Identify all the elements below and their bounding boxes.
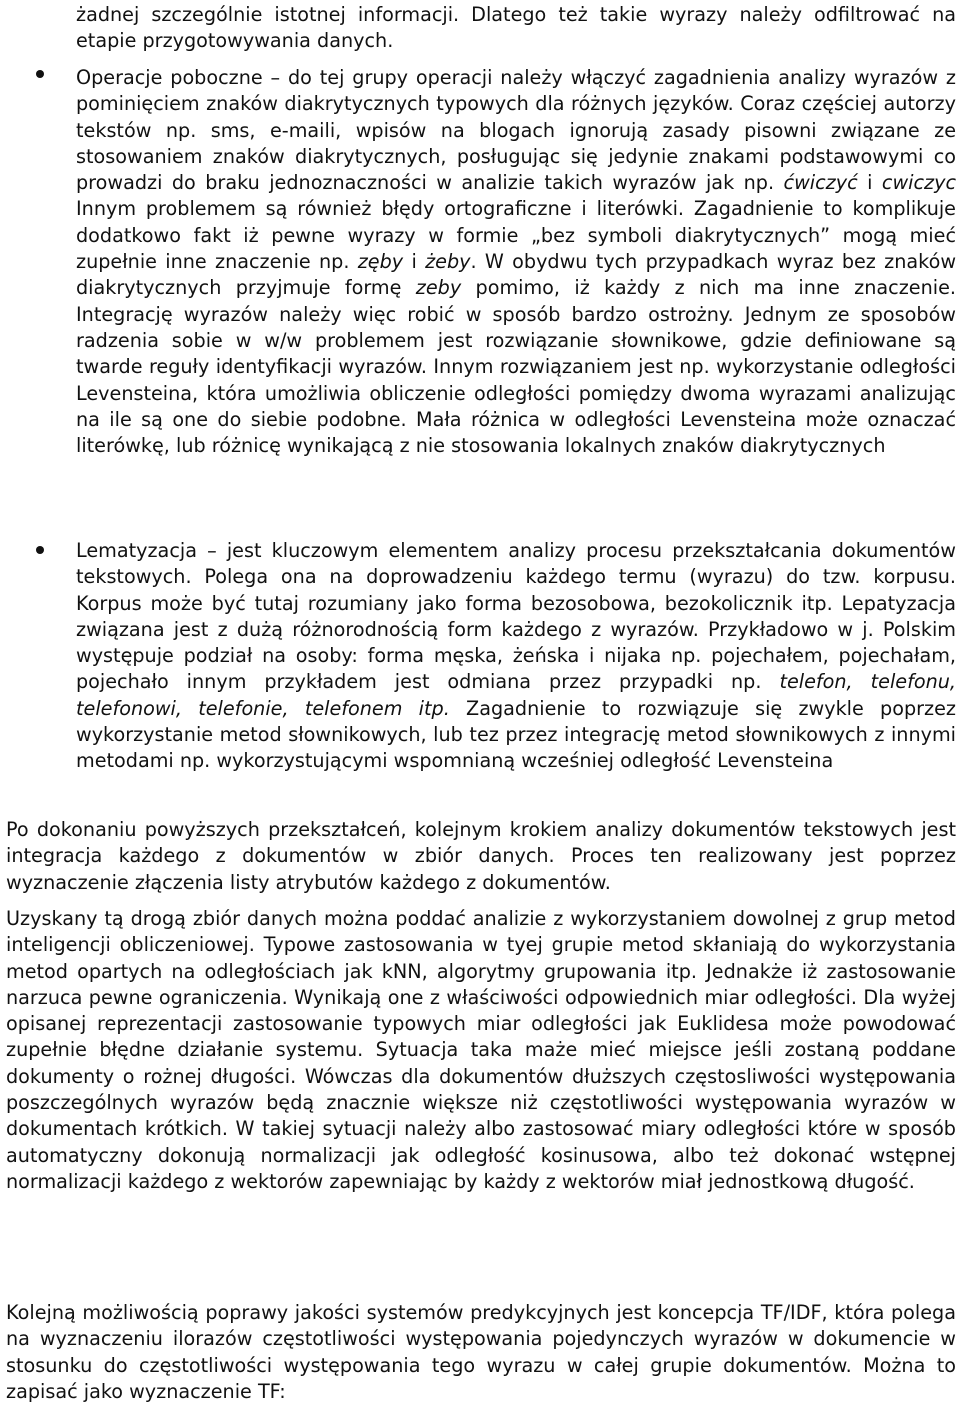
paragraph-integration: Po dokonaniu powyższych przekształceń, kolejnym krokiem analizy dokumentów tekstowych jest integracja każdego z dokumentów w zbiór danych. Proces ten realizowany jest poprzez wyznaczenie złączenia listy atrybutów każdego z dokumentów. [6, 818, 956, 894]
italic-term: cwiczyc [881, 171, 957, 195]
bullet-text: pomimo, iż każdy z nich ma inne znaczenie. Integrację wyrazów należy więc robić w sposób bardzo ostrożny. Jednym ze sposobów radzenia sobie w w/w problemem jest rozwiązanie słownikowe, gdzie definiowane są twarde reguły identyfikacji wyrazów. Innym rozwiązaniem jest np. wykorzystanie odległości Levensteina, która umożliwia obliczenie odległości pomiędzy dwoma wyrazami analizując na ile są one do siebie podobne. Mała różnica w odległości Levensteina może oznaczać literówkę, lub różnicę wynikającą z nie stosowania lokalnych znaków diakrytycznych [76, 276, 956, 458]
continuation-paragraph: żadnej szczególnie istotnej informacji. Dlatego też takie wyrazy należy odfiltrować na etapie przygotowywania danych. [76, 3, 956, 53]
bullet-text: Zagadnienie to rozwiązuje się zwykle poprzez wykorzystanie metod słownikowych, lub tez przez integrację metod słownikowych z innymi metodami np. wykorzystującymi wspomnianą wcześniej odległość Levensteina [76, 696, 956, 773]
italic-term: ćwiczyć [783, 171, 858, 195]
bullet-icon [36, 70, 44, 78]
bullet-item-operacje-poboczne [76, 65, 956, 459]
bullet-text: Lematyzacja – jest kluczowym elementem analizy procesu przekształcania dokumentów tekstowych. Polega ona na doprowadzeniu każdego termu (wyrazu) do tzw. korpusu. Korpus może być tutaj rozumiany jako forma bezosobowa, bezokolicznik itp. Lepatyzacja związana jest z dużą różnorodnością form każdego z wyrazów. Przykładowo w j. Polskim występuje podział na osoby: forma męska, żeńska i nijaka np. pojechałem, pojechałam, pojechało innym przykładem jest odmiana przez przypadki np. [76, 539, 956, 694]
bullet-text: Operacje poboczne – do tej grupy operacji należy włączyć zagadnienia analizy wyrazów z pominięciem znaków diakrytycznych typowych dla różnych języków. Coraz częściej autorzy tekstów np. sms, e-maili, wpisów na blogach ignorują zasady pisowni związane ze stosowaniem znaków diakrytycznych, posługując się jedynie znakami podstawowymi co prowadzi do braku jednoznaczności w analizie takich wyrazów jak np. [76, 66, 956, 195]
bullet-text: i [857, 171, 882, 195]
italic-term: zęby [357, 250, 404, 274]
italic-term: telefon, telefonu, telefonowi, telefonie, telefonem itp. [76, 670, 957, 720]
bullet-text: . W obydwu tych przypadkach wyraz bez znaków diakrytycznych przyjmuje formę [76, 250, 957, 300]
bullet-text: i [403, 250, 426, 274]
bullet-icon [36, 546, 44, 554]
paragraph-distance-measures: Uzyskany tą drogą zbiór danych można poddać analizie z wykorzystaniem dowolnej z grup metod inteligencji obliczeniowej. Typowe zastosowania w tyej grupie metod skłaniają do wykorzystania metod opartych na odległościach jak kNN, algorytmy grupowania itp. Jednakże iż zastosowanie narzuca pewne ograniczenia. Wynikają one z właściwości odpowiednich miar odległości. Dla wyżej opisanej reprezentacji zastosowanie typowych miar odległości jak Euklidesa może powodować zupełnie błędne działanie systemu. Sytuacja taka maże mieć miejsce jeśli zostaną poddane dokumenty o rożnej długości. Wówczas dla dokumentów dłuższych częstosliwości występowania poszczególnych wyrazów będą znacznie większe niż częstotliwości występowania wyrazów w dokumentach krótkich. W takiej sytuacji należy albo zastosować miary odległości które w sposób automatyczny dokonują normalizacji jak odległość kosinusowa, albo też dokonać wstępnej normalizacji każdego z wektorów zapewniając by każdy z wektorów miał jednostkową długość. [6, 907, 956, 1193]
italic-term: żeby [425, 250, 471, 274]
bullet-item-lematyzacja [76, 538, 956, 775]
italic-term: zeby [415, 276, 462, 300]
paragraph-tfidf: Kolejną możliwością poprawy jakości systemów predykcyjnych jest koncepcja TF/IDF, która polega na wyznaczeniu ilorazów częstotliwości występowania pojedynczych wyrazów w dokumencie w stosunku do częstotliwości występowania tego wyrazu w całej grupie dokumentów. Można to zapisać jako wyznaczenie TF: [6, 1301, 956, 1403]
bullet-text: Innym problemem są również błędy ortograficzne i literówki. Zagadnienie to komplikuje dodatkowo fakt iż pewne wyrazy w formie „bez symboli diakrytycznych” mogą mieć zupełnie inne znaczenie np. [76, 197, 956, 274]
